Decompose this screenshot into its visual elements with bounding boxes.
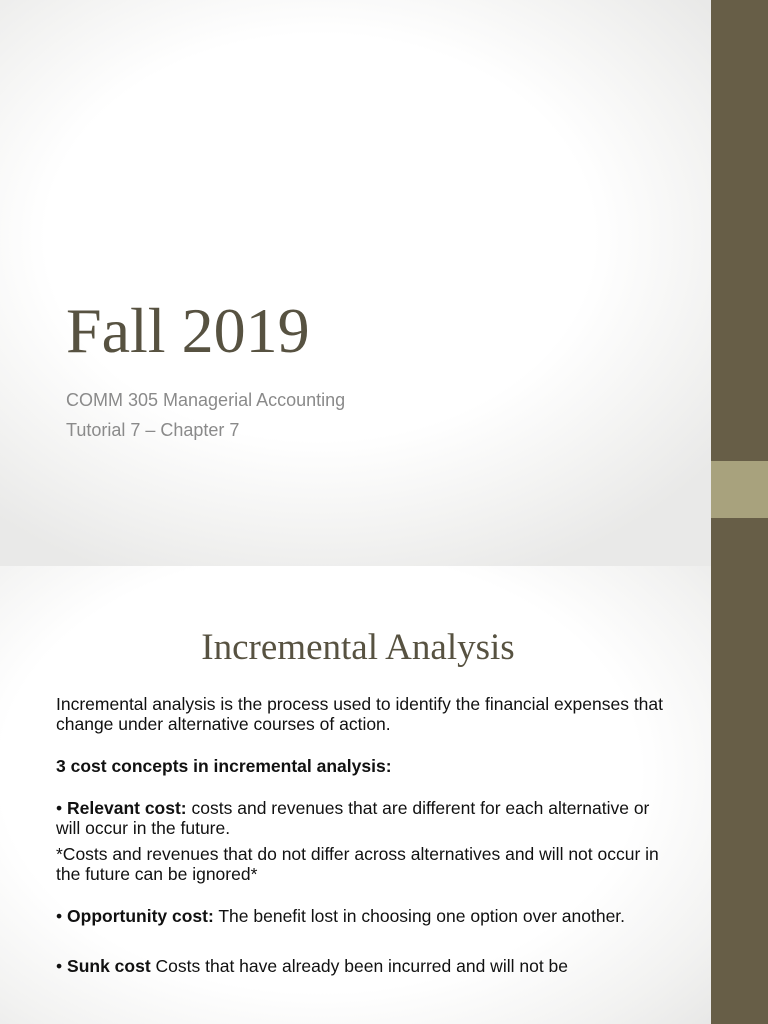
opportunity-cost-text: The benefit lost in choosing one option over another. xyxy=(218,906,626,926)
relevant-cost-term: Relevant cost: xyxy=(67,798,187,818)
concepts-heading: 3 cost concepts in incremental analysis: xyxy=(56,756,392,776)
slide2-body xyxy=(56,694,676,976)
course-subtitle: COMM 305 Managerial Accounting xyxy=(66,390,346,410)
slide-title-heading: Fall 2019 xyxy=(66,295,310,366)
sidebar-accent-block xyxy=(711,461,768,518)
opportunity-cost-item xyxy=(56,906,676,926)
slide-incremental-analysis xyxy=(0,566,711,1024)
bullet: • xyxy=(56,956,63,976)
bullet: • xyxy=(56,906,63,926)
relevant-cost-item xyxy=(56,798,676,838)
tutorial-subtitle: Tutorial 7 – Chapter 7 xyxy=(66,420,240,440)
sunk-cost-term: Sunk cost xyxy=(67,956,151,976)
opportunity-cost-term: Opportunity cost: xyxy=(67,906,214,926)
relevant-cost-note: *Costs and revenues that do not differ across alternatives and will not occur in the future can be ignored* xyxy=(56,844,659,884)
relevant-cost-text: costs and revenues that are different for each alternative or will occur in the future. xyxy=(56,798,650,838)
sunk-cost-item xyxy=(56,956,676,976)
slide2-heading: Incremental Analysis xyxy=(201,627,515,668)
bullet: • xyxy=(56,798,63,818)
sunk-cost-text: Costs that have already been incurred and will not be xyxy=(155,956,569,976)
intro-paragraph: Incremental analysis is the process used to identify the financial expenses that change under alternative courses of action. xyxy=(56,694,664,734)
